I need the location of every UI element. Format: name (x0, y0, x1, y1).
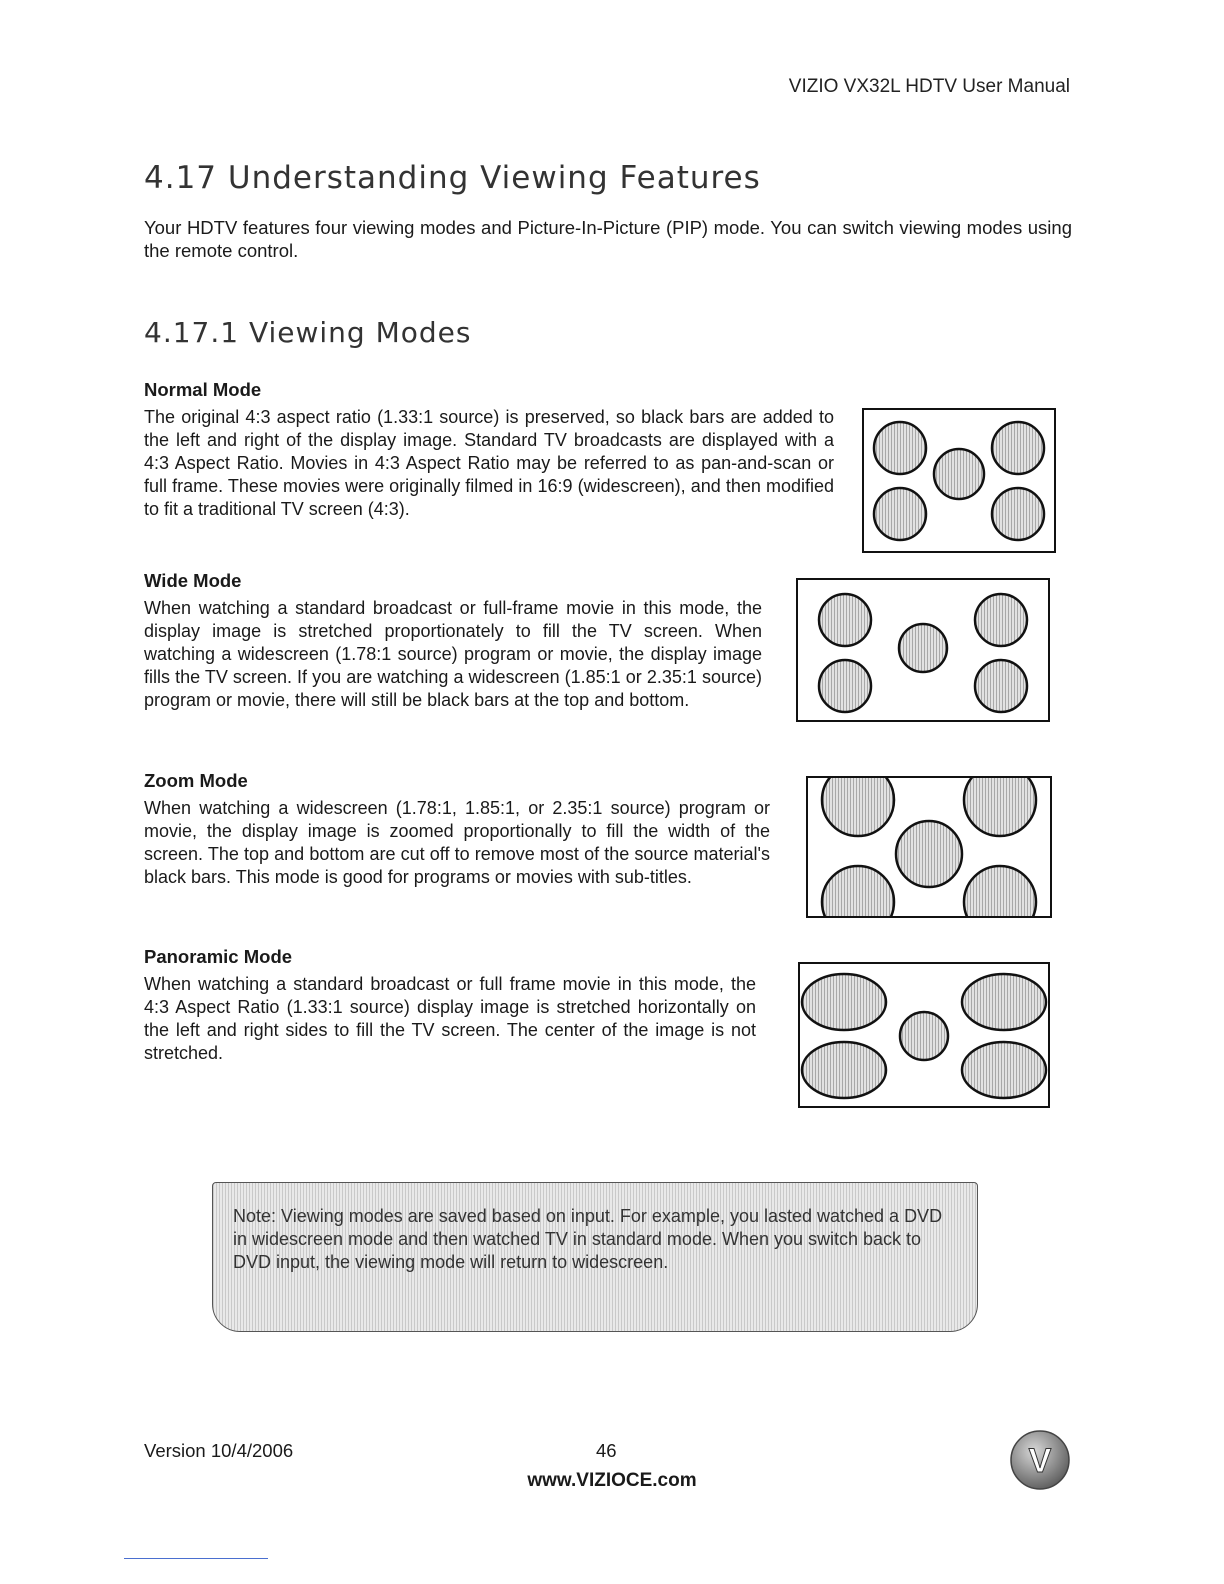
wide-mode-diagram (796, 578, 1050, 722)
manual-title: VIZIO VX32L HDTV User Manual (788, 76, 1070, 97)
wide-mode-circles (798, 580, 1048, 720)
panoramic-mode-diagram (798, 962, 1050, 1108)
section-intro: Your HDTV features four viewing modes and Picture-In-Picture (PIP) mode. You can switch viewing modes using the remote control. (144, 217, 1072, 261)
wide-mode-body: When watching a standard broadcast or full-frame movie in this mode, the display image is stretched proportionately to fill the TV screen. When watching a widescreen (1.78:1 source) program or movie, the display image fills the TV screen. If you are watching a widescreen (1.85:1 or 2.35:1 source) program or movie, there will still be black bars at the top and bottom. (144, 598, 762, 710)
footer-url: www.VIZIOCE.com (527, 1470, 697, 1491)
panoramic-mode-body: When watching a standard broadcast or full frame movie in this mode, the 4:3 Aspect Ratio (1.33:1 source) display image is stretched horizontally on the left and right sides to fill the TV screen. The center of the image is not stretched. (144, 974, 756, 1063)
section-heading: 4.17 Understanding Viewing Features (144, 160, 761, 196)
zoom-mode-diagram (806, 776, 1052, 918)
normal-mode-body: The original 4:3 aspect ratio (1.33:1 source) is preserved, so black bars are added to the left and right of the display image. Standard TV broadcasts are displayed with a 4:3 Aspect Ratio. Movies in 4:3 Aspect Ratio may be referred to as pan-and-scan or full frame. These movies were originally filmed in 16:9 (widescreen), and then modified to fit a traditional TV screen (4:3). (144, 407, 834, 519)
wide-mode-title: Wide Mode (144, 570, 242, 591)
vizio-logo-icon (1008, 1428, 1072, 1492)
normal-mode-title: Normal Mode (144, 379, 262, 400)
page-number: 46 (596, 1440, 617, 1461)
note-text: Note: Viewing modes are saved based on input. For example, you lasted watched a DVD in widescreen mode and then watched TV in standard mode. When you switch back to DVD input, the viewing mode will return to widescreen. (233, 1206, 943, 1272)
footer-version: Version 10/4/2006 (144, 1440, 294, 1461)
panoramic-mode-title: Panoramic Mode (144, 946, 293, 967)
note-box (212, 1182, 978, 1332)
panoramic-mode-circles (800, 964, 1048, 1106)
zoom-mode-title: Zoom Mode (144, 770, 248, 791)
subsection-heading: 4.17.1 Viewing Modes (144, 316, 472, 349)
zoom-mode-body: When watching a widescreen (1.78:1, 1.85:1, or 2.35:1 source) program or movie, the display image is zoomed proportionally to fill the width of the screen. The top and bottom are cut off to remove most of the source material's black bars. This mode is good for programs or movies with sub-titles. (144, 798, 770, 887)
zoom-mode-circles (808, 778, 1050, 916)
normal-mode-diagram (862, 408, 1056, 553)
svg-text:V: V (1028, 1442, 1052, 1480)
normal-mode-circles (864, 410, 1054, 551)
page-edge-line (124, 1558, 268, 1559)
